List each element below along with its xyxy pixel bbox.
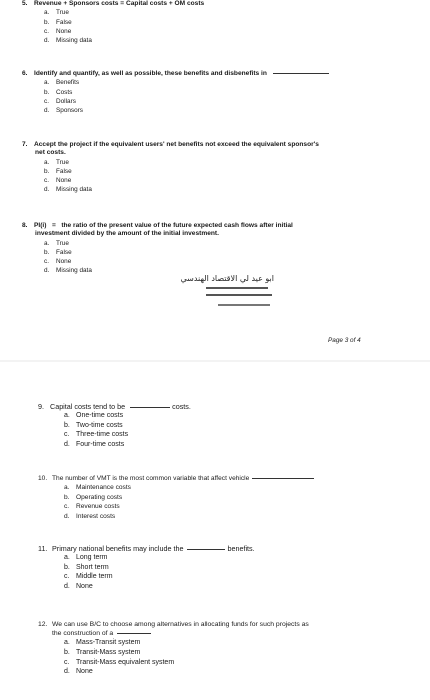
question-number: 10. [38,475,48,482]
option-b: b. False [44,18,72,26]
option-d: d. Sponsors [44,107,83,115]
option-d: d. Four-time costs [64,440,125,448]
question-stem: Accept the project if the equivalent users' net benefits not exceed the equivalent sponsor's [34,141,319,148]
option-c: c. Three-time costs [64,431,129,439]
option-b: b. Costs [44,88,73,96]
pi-label: PI(i) [34,222,47,229]
question-10 [38,474,316,522]
question-8: 8. PI(i) = the ratio of the present value of the future expected cash flows after initial investment divided by the amount of the initial investment. a. True b. False c. None d. Missing data [22,222,293,275]
question-stem: We can use B/C to choose among alternatives in allocating funds for such projects as [52,621,309,628]
option-b: b. Operating costs [64,493,123,501]
option-c: c. None [44,27,72,35]
option-d: d. Interest costs [64,512,116,520]
page-number: Page 3 of 4 [328,337,361,344]
question-7: 7. Accept the project if the equivalent users' net benefits not exceed the equivalent sponsor's net costs. a. True b. False c. None d. Missing data [22,141,319,194]
option-b: b. False [44,168,72,176]
question-5 [22,0,204,45]
question-9: 9. Capital costs tend to be costs. a. One-time costs b. Two-time costs c. Three-time costs d. Four-time costs [38,402,191,448]
question-number: 7. [22,141,28,148]
option-d: d. Missing data [44,186,92,194]
watermark-stamp [180,274,276,318]
question-stem: Revenue + Sponsors costs = Capital costs + OM costs [34,0,205,7]
question-12: 12. We can use B/C to choose among alternatives in allocating funds for such projects as the construction of a a. Mass-Transit system b. Transit-Mass system c. Transit-Mass equivalent system d. None [38,621,309,676]
question-number: 11. [38,544,48,553]
option-a: a. One-time costs [64,412,124,420]
option-b: b. Short term [64,563,109,571]
option-a: a. Mass-Transit system [64,639,141,647]
question-stem: The number of VMT is the most common variable that affect vehicle [52,475,250,482]
question-stem: Primary national benefits may include the [52,544,184,553]
question-stem: the ratio of the present value of the future expected cash flows after initial [61,222,293,229]
answer-blank [252,478,314,479]
option-c: c. None [44,258,72,266]
question-stem: Identify and quantify, as well as possible, these benefits and disbenefits in [34,70,267,77]
question-6 [22,70,331,115]
answer-blank [130,407,170,408]
option-c: c. Transit-Mass equivalent system [64,658,175,666]
option-b: b. Two-time costs [64,421,123,429]
option-a: a. True [44,158,69,166]
question-number: 8. [22,222,28,229]
option-a: a. Maintenance costs [64,484,131,492]
option-c: c. Revenue costs [64,503,120,511]
option-c: c. Dollars [44,97,76,105]
option-a: a. True [44,9,69,17]
option-b: b. Transit-Mass system [64,649,141,656]
option-a: a. True [44,239,69,247]
question-number: 12. [38,621,48,628]
question-11: 11. Primary national benefits may include the benefits. a. Long term b. Short term c. Middle term d. None [38,544,255,590]
question-number: 5. [22,0,28,7]
question-number: 6. [22,70,28,77]
option-b: b. False [44,249,72,257]
page-4 [0,362,430,700]
option-c: c. None [44,177,72,185]
watermark-text: ابو عيد لي الاقتصاد الهندسي [180,274,274,283]
option-a: a. Long term [64,554,108,562]
answer-blank [187,549,225,550]
option-a: a. Benefits [44,79,80,87]
answer-blank [117,633,151,634]
option-c: c. Middle term [64,573,113,581]
question-number: 9. [38,402,44,411]
option-d: d. Missing data [44,267,92,275]
option-d: d. None [64,668,93,676]
question-stem: Capital costs tend to be [50,402,126,411]
answer-blank [273,73,329,74]
option-d: d. Missing data [44,37,92,45]
option-d: d. None [64,582,93,590]
